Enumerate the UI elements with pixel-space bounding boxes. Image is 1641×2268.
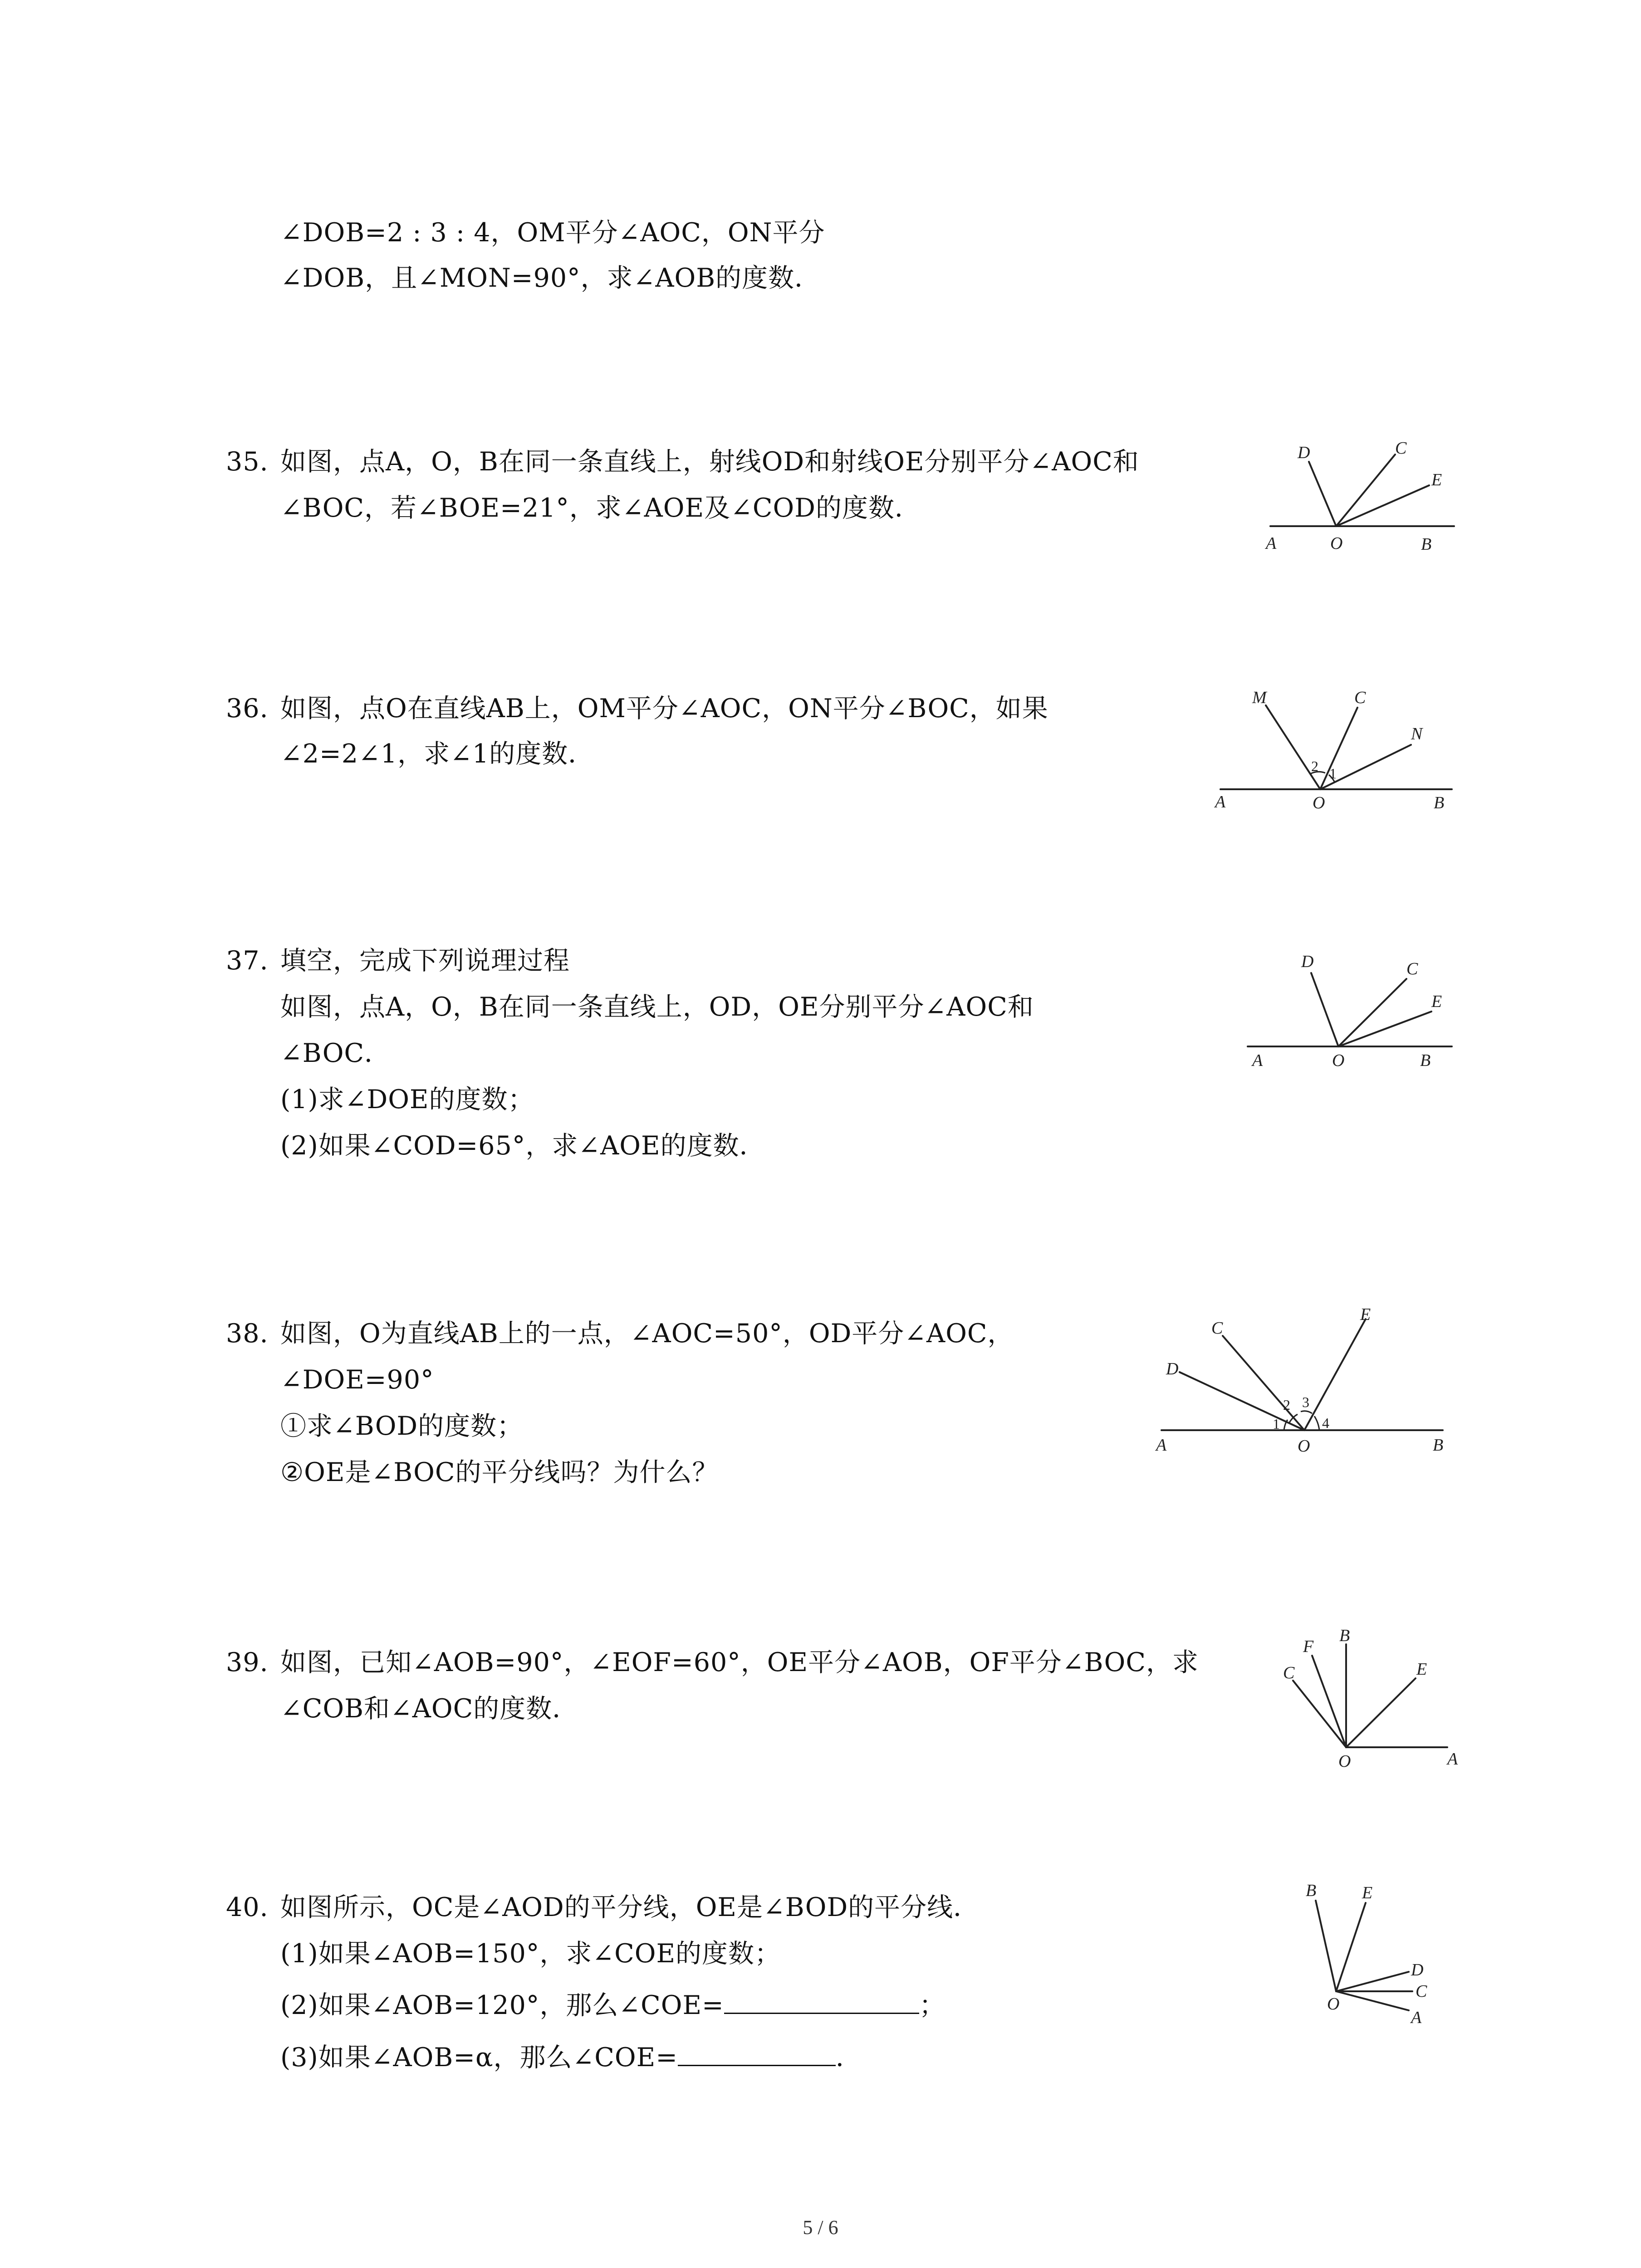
question-38-line-3: ①求∠BOD的度数； (280, 1411, 524, 1441)
label-n: N (1411, 724, 1423, 743)
page-number: 5 / 6 (803, 2216, 838, 2239)
label-angle-4: 4 (1322, 1415, 1329, 1431)
angle-arc-4 (1314, 1416, 1319, 1430)
label-a: A (1447, 1750, 1458, 1769)
figure-q39 (1252, 1624, 1470, 1769)
label-o: O (1338, 1752, 1351, 1771)
label-angle-2: 2 (1283, 1397, 1290, 1413)
label-c: C (1416, 1982, 1427, 2001)
label-d: D (1301, 952, 1314, 971)
ray-oa (1336, 1991, 1409, 2010)
question-39-line-1: 如图，已知∠AOB=90°，∠EOF=60°，OE平分∠AOB，OF平分∠BOC，求 (280, 1647, 1199, 1677)
label-c: C (1211, 1319, 1223, 1338)
label-c: C (1283, 1663, 1295, 1682)
ray-of (1312, 1656, 1346, 1747)
label-c: C (1354, 688, 1366, 707)
label-f: F (1303, 1637, 1314, 1656)
question-37-line-1: 填空，完成下列说理过程 (280, 946, 570, 976)
ray-oc (1338, 979, 1406, 1046)
label-b: B (1434, 793, 1445, 812)
question-37-line-4: (1)求∠DOE的度数； (280, 1085, 534, 1114)
label-c: C (1406, 959, 1418, 978)
question-number-38: 38. (226, 1319, 269, 1349)
label-o: O (1313, 793, 1325, 812)
ray-oc (1320, 708, 1357, 789)
label-o: O (1330, 534, 1343, 553)
question-number-35: 35. (226, 447, 269, 477)
figure-q36 (1198, 676, 1479, 816)
label-b: B (1420, 1051, 1431, 1070)
label-e: E (1431, 470, 1442, 489)
ray-od (1311, 973, 1338, 1046)
label-a: A (1266, 534, 1277, 553)
label-d: D (1298, 443, 1310, 462)
answer-blank-2[interactable] (724, 1989, 919, 2014)
ray-ob (1316, 1901, 1336, 1991)
ray-oe (1336, 1903, 1366, 1991)
label-angle-3: 3 (1302, 1394, 1309, 1410)
question-36-line-1: 如图，点O在直线AB上，OM平分∠AOC，ON平分∠BOC，如果 (280, 694, 1048, 723)
angle-arc-3 (1301, 1411, 1312, 1413)
ray-oc (1223, 1336, 1304, 1430)
label-m: M (1252, 688, 1267, 707)
question-37-line-3: ∠BOC． (280, 1038, 391, 1068)
question-40-line-4-prefix: (3)如果∠AOB=α，那么∠COE= (280, 2043, 678, 2072)
label-a: A (1252, 1051, 1263, 1070)
question-number-39: 39. (226, 1647, 269, 1677)
label-o: O (1332, 1051, 1345, 1070)
ray-om (1266, 705, 1320, 789)
label-b: B (1306, 1881, 1317, 1900)
ray-od (1309, 462, 1336, 526)
label-a: A (1156, 1436, 1167, 1455)
question-number-36: 36. (226, 694, 269, 723)
label-e: E (1362, 1883, 1373, 1902)
question-35-line-2: ∠BOC，若∠BOE=21°，求∠AOE及∠COD的度数． (280, 493, 921, 523)
question-36-line-2: ∠2=2∠1，求∠1的度数． (280, 739, 595, 769)
label-angle-1: 1 (1329, 765, 1337, 782)
ray-oe (1346, 1678, 1416, 1747)
label-o: O (1298, 1437, 1310, 1456)
question-37-line-2: 如图，点A，O，B在同一条直线上，OD，OE分别平分∠AOC和 (280, 992, 1034, 1022)
label-d: D (1166, 1359, 1179, 1378)
label-e: E (1431, 992, 1442, 1011)
label-e: E (1360, 1305, 1371, 1324)
label-b: B (1339, 1626, 1350, 1645)
question-40-line-4 (280, 2041, 862, 2073)
label-b: B (1421, 535, 1432, 554)
figure-q40 (1261, 1864, 1461, 2046)
figure-q37 (1225, 934, 1470, 1080)
question-38-line-4: ②OE是∠BOC的平分线吗？为什么？ (280, 1457, 719, 1487)
question-40-line-1: 如图所示，OC是∠AOD的平分线，OE是∠BOD的平分线． (280, 1892, 980, 1922)
question-40-line-3-prefix: (2)如果∠AOB=120°，那么∠COE= (280, 1990, 724, 2020)
label-e: E (1416, 1660, 1427, 1679)
ray-oc (1336, 455, 1395, 526)
ray-oe (1304, 1319, 1366, 1430)
label-a: A (1215, 792, 1226, 811)
answer-blank-3[interactable] (678, 2041, 836, 2066)
ray-oc (1293, 1681, 1346, 1747)
continuation-line-2: ∠DOB，且∠MON=90°，求∠AOB的度数． (280, 263, 821, 293)
question-number-37: 37. (226, 946, 269, 976)
question-35-line-1: 如图，点A，O，B在同一条直线上，射线OD和射线OE分别平分∠AOC和 (280, 447, 1139, 477)
continuation-line-1: ∠DOB=2 : 3 : 4，OM平分∠AOC，ON平分 (280, 218, 825, 248)
ray-od (1336, 1972, 1409, 1991)
question-38-line-2: ∠DOE=90° (280, 1365, 434, 1395)
label-b: B (1433, 1436, 1444, 1455)
question-number-40: 40. (226, 1892, 269, 1922)
ray-oe (1338, 1012, 1431, 1046)
question-37-line-5: (2)如果∠COD=65°，求∠AOE的度数． (280, 1131, 766, 1161)
label-o: O (1327, 1994, 1340, 2014)
question-40-line-4-suffix: ． (836, 2043, 862, 2072)
label-d: D (1411, 1960, 1424, 1980)
question-40-line-3-suffix: ； (919, 1990, 945, 2020)
label-angle-2: 2 (1311, 758, 1318, 774)
label-angle-1: 1 (1273, 1416, 1280, 1432)
question-40-line-3 (280, 1989, 945, 2021)
label-c: C (1395, 439, 1407, 458)
question-40-line-2: (1)如果∠AOB=150°，求∠COE的度数； (280, 1939, 781, 1969)
figure-q38 (1143, 1306, 1479, 1474)
figure-q35 (1225, 435, 1470, 558)
ray-oe (1336, 485, 1429, 526)
question-39-line-2: ∠COB和∠AOC的度数． (280, 1694, 579, 1724)
label-a: A (1411, 2008, 1422, 2027)
question-38-line-1: 如图，O为直线AB上的一点，∠AOC=50°，OD平分∠AOC， (280, 1319, 1014, 1349)
